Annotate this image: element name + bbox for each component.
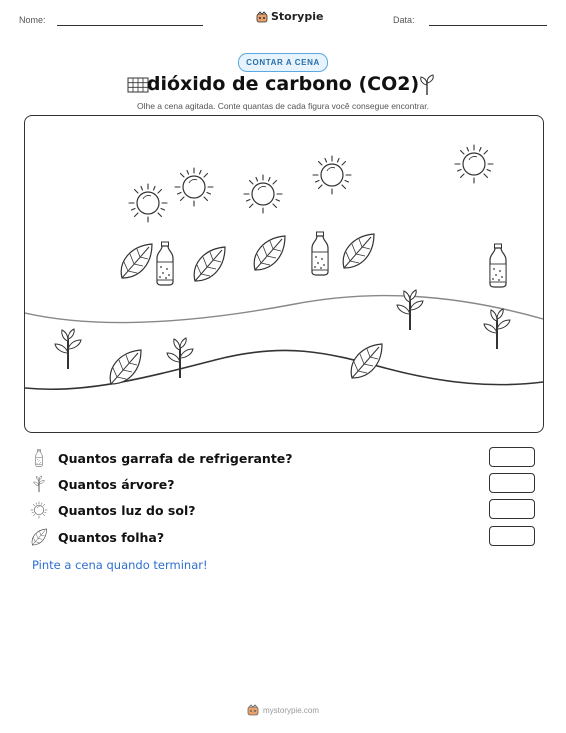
sun-icon (244, 175, 282, 213)
question-tree (30, 473, 174, 495)
answer-box-tree[interactable] (489, 473, 535, 493)
brand-name: Storypie (271, 10, 324, 23)
name-line[interactable] (57, 25, 203, 26)
name-label: Nome: (19, 15, 46, 25)
answer-box-leaf[interactable] (489, 526, 535, 546)
sun-icon (313, 156, 351, 194)
answer-box-sun[interactable] (489, 499, 535, 519)
page-subtitle: Olhe a cena agitada. Conte quantas de cada figura você consegue encontrar. (136, 101, 430, 111)
leaf-icon (194, 247, 225, 281)
counting-scene[interactable] (24, 115, 544, 433)
scene-illustration (25, 116, 543, 432)
page-title: dióxido de carbono (CO2) (146, 73, 420, 95)
date-line[interactable] (429, 25, 547, 26)
tree-icon (167, 338, 193, 378)
soda-bottle-icon (490, 244, 506, 287)
leaf-icon (30, 528, 48, 546)
storypie-logo-icon (256, 11, 268, 23)
question-text: Quantos luz do sol? (58, 502, 196, 518)
question-leaf (30, 526, 164, 548)
brand-logo (256, 10, 323, 23)
coloring-note: Pinte a cena quando terminar! (32, 558, 208, 572)
tree-icon (30, 475, 48, 493)
sun-icon (30, 501, 48, 519)
tree-icon (55, 329, 81, 369)
date-label: Data: (393, 15, 415, 25)
question-text: Quantos folha? (58, 529, 165, 545)
sun-icon (455, 145, 493, 183)
leaf-icon (351, 344, 382, 378)
leaf-icon (121, 244, 152, 278)
activity-badge: CONTAR A CENA (238, 53, 328, 72)
answer-box-soda-bottle[interactable] (489, 447, 535, 467)
storypie-logo-icon (247, 704, 259, 716)
leaf-icon (254, 236, 285, 270)
sprout-icon (418, 72, 436, 96)
footer-url[interactable]: mystorypie.com (262, 705, 319, 715)
tree-icon (484, 309, 510, 349)
soda-bottle-icon (157, 242, 173, 285)
question-soda-bottle (30, 447, 293, 469)
question-text: Quantos árvore? (58, 476, 175, 492)
sun-icon (129, 184, 167, 222)
footer (0, 704, 566, 716)
soda-bottle-icon (312, 232, 328, 275)
question-text: Quantos garrafa de refrigerante? (58, 450, 293, 466)
sun-icon (175, 168, 213, 206)
leaf-icon (343, 234, 374, 268)
soda-bottle-icon (30, 449, 48, 467)
question-sun (30, 499, 195, 521)
